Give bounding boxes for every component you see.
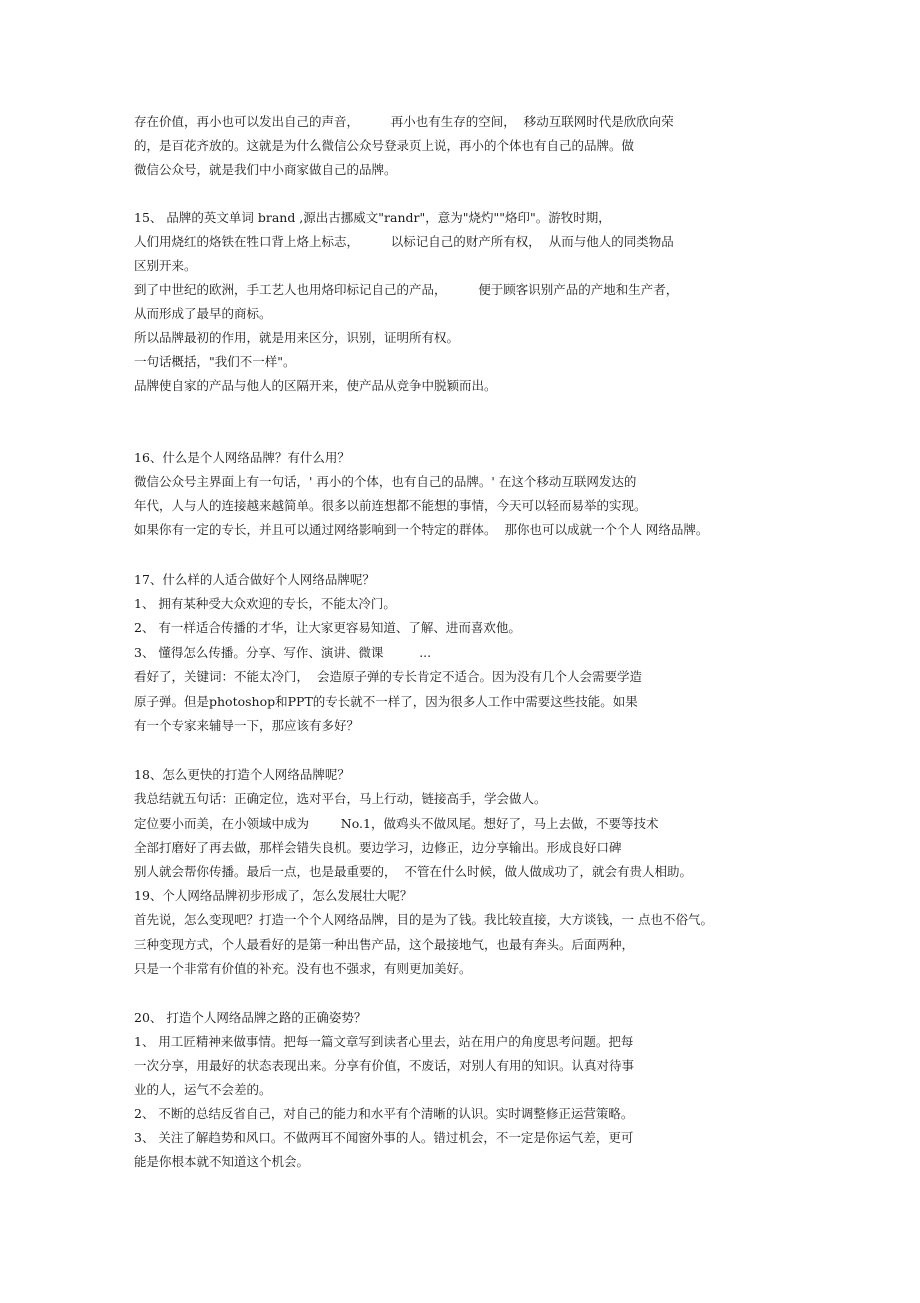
paragraph-line: 存在价值，再小也可以发出自己的声音， 再小也有生存的空间， 移动互联网时代是欣欣向荣 xyxy=(134,114,674,129)
paragraph-line: 原子弹。但是photoshop和PPT的专长就不一样了，因为很多人工作中需要这些技能。如果 xyxy=(134,694,638,709)
paragraph-line: 到了中世纪的欧洲，手工艺人也用烙印标记自己的产品， 便于顾客识别产品的产地和生产者， xyxy=(134,282,679,297)
list-item: 2、 有一样适合传播的才华，让大家更容易知道、了解、进而喜欢他。 xyxy=(134,620,521,635)
list-item: 3、 懂得怎么传播。分享、写作、演讲、微课 ... xyxy=(134,645,432,660)
paragraph-line: 所以品牌最初的作用，就是用来区分，识别，证明所有权。 xyxy=(134,330,460,345)
section-heading-15: 15、 品牌的英文单词 brand ,源出古挪威文"randr"，意为"烧灼""烙印"。游牧时期， xyxy=(134,210,611,225)
paragraph-line: 别人就会帮你传播。最后一点，也是最重要的， 不管在什么时候，做人做成功了，就会有贵人相助。 xyxy=(134,864,692,879)
paragraph-line: 定位要小而美，在小领域中成为 No.1，做鸡头不做凤尾。想好了，马上去做，不要等技术 xyxy=(134,816,659,831)
paragraph-line: 品牌使自家的产品与他人的区隔开来，使产品从竞争中脱颖而出。 xyxy=(134,378,497,393)
paragraph-line: 微信公众号主界面上有一句话，' 再小的个体，也有自己的品牌。' 在这个移动互联网发达的 xyxy=(134,474,637,489)
paragraph-line: 年代，人与人的连接越来越简单。很多以前连想都不能想的事情，今天可以轻而易举的实现。 xyxy=(134,498,647,513)
paragraph-line: 一次分享，用最好的状态表现出来。分享有价值，不废话，对别人有用的知识。认真对待事 xyxy=(134,1058,635,1073)
section-heading-19: 19、个人网络品牌初步形成了，怎么发展壮大呢？ xyxy=(134,888,413,903)
paragraph-line: 的，是百花齐放的。这就是为什么微信公众号登录页上说，再小的个体也有自己的品牌。做 xyxy=(134,138,635,153)
section-heading-20: 20、 打造个人网络品牌之路的正确姿势？ xyxy=(134,1010,367,1025)
list-item: 3、 关注了解趋势和风口。不做两耳不闻窗外事的人。错过机会，不一定是你运气差，更可 xyxy=(134,1130,634,1145)
paragraph-line: 首先说，怎么变现吧？打造一个个人网络品牌，目的是为了钱。我比较直接，大方谈钱，一 点也不俗气。 xyxy=(134,912,713,927)
list-item: 1、 用工匠精神来做事情。把每一篇文章写到读者心里去，站在用户的角度思考问题。把每 xyxy=(134,1034,634,1049)
paragraph-line: 如果你有一定的专长，并且可以通过网络影响到一个特定的群体。 那你也可以成就一个个人 网络品牌。 xyxy=(134,522,709,537)
paragraph-line: 我总结就五句话：正确定位，选对平台，马上行动，链接高手，学会做人。 xyxy=(134,791,547,806)
paragraph-line: 只是一个非常有价值的补充。没有也不强求，有则更加美好。 xyxy=(134,961,472,976)
paragraph-line: 人们用烧红的烙铁在牲口背上烙上标志， 以标记自己的财产所有权， 从而与他人的同类物品 xyxy=(134,234,674,249)
paragraph-line: 有一个专家来辅导一下，那应该有多好？ xyxy=(134,718,360,733)
section-heading-18: 18、怎么更快的打造个人网络品牌呢？ xyxy=(134,767,350,782)
paragraph-line: 看好了，关键词：不能太冷门， 会造原子弹的专长肯定不适合。因为没有几个人会需要学造 xyxy=(134,669,642,684)
list-item: 1、 拥有某种受大众欢迎的专长，不能太冷门。 xyxy=(134,596,396,611)
section-heading-16: 16、什么是个人网络品牌？有什么用？ xyxy=(134,450,350,465)
paragraph-line: 从而形成了最早的商标。 xyxy=(134,306,272,321)
paragraph-line: 区别开来。 xyxy=(134,258,197,273)
section-heading-17: 17、什么样的人适合做好个人网络品牌呢？ xyxy=(134,572,375,587)
paragraph-line: 一句话概括，"我们不一样"。 xyxy=(134,354,296,369)
paragraph-line: 微信公众号，就是我们中小商家做自己的品牌。 xyxy=(134,162,397,177)
paragraph-line: 三种变现方式，个人最看好的是第一种出售产品，这个最接地气，也最有奔头。后面两种， xyxy=(134,937,635,952)
paragraph-line: 全部打磨好了再去做，那样会错失良机。要边学习，边修正，边分享输出。形成良好口碑 xyxy=(134,840,622,855)
list-item: 2、 不断的总结反省自己，对自己的能力和水平有个清晰的认识。实时调整修正运营策略。 xyxy=(134,1106,634,1121)
paragraph-line: 能是你根本就不知道这个机会。 xyxy=(134,1154,310,1169)
paragraph-line: 业的人，运气不会差的。 xyxy=(134,1082,272,1097)
